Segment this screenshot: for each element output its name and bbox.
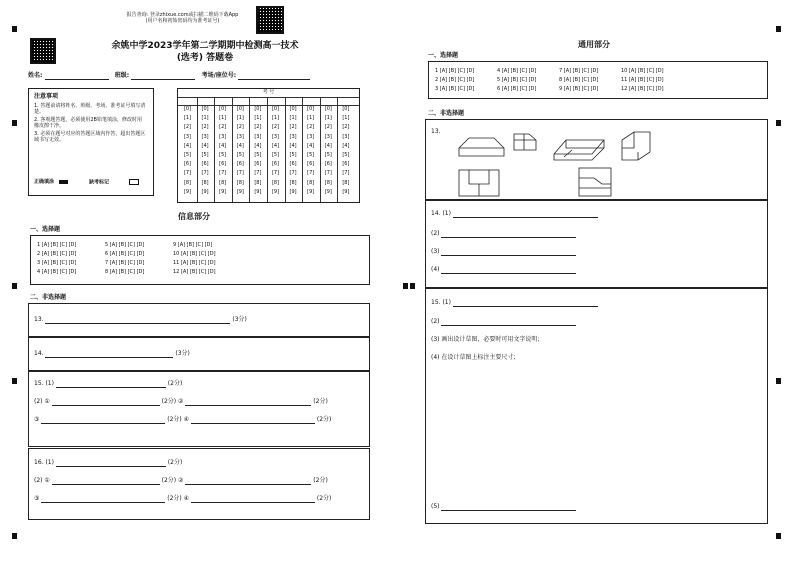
exam-digit-bubble[interactable]: [7]	[236, 170, 244, 177]
exam-digit-bubble[interactable]: [5]	[307, 152, 315, 159]
exam-digit-column	[199, 105, 212, 197]
exam-digit-bubble[interactable]: [6]	[201, 161, 209, 168]
exam-digit-column	[287, 105, 300, 197]
exam-digit-bubble[interactable]: [9]	[236, 188, 244, 195]
exam-digit-bubble[interactable]: [3]	[289, 133, 297, 140]
exam-digit-bubble[interactable]: [1]	[201, 115, 209, 122]
exam-digit-bubble[interactable]: [8]	[254, 179, 262, 186]
q13-answer-line[interactable]	[45, 316, 230, 324]
exam-digit-bubble[interactable]: [8]	[307, 179, 315, 186]
exam-digit-bubble[interactable]: [7]	[324, 170, 332, 177]
exam-digit-bubble[interactable]: [4]	[254, 142, 262, 149]
sketch-area[interactable]	[431, 367, 761, 497]
notice-box	[28, 88, 154, 196]
exam-digit-bubble[interactable]: [1]	[219, 115, 227, 122]
exam-digit-bubble[interactable]: [2]	[271, 124, 280, 131]
room-seat-field[interactable]	[238, 72, 310, 80]
exam-digit-bubble[interactable]: [7]	[307, 170, 315, 177]
grid-divider	[232, 97, 233, 202]
r-q14-box: 14. (1) (2) (3) (4)	[425, 200, 768, 288]
exam-digit-bubble[interactable]: [7]	[201, 170, 209, 177]
exam-digit-bubble[interactable]: [7]	[342, 170, 350, 177]
exam-digit-bubble[interactable]: [1]	[254, 115, 262, 122]
r-q14-1-answer-line[interactable]	[453, 210, 598, 218]
r-q13-box: 13.	[425, 119, 768, 200]
exam-digit-bubble[interactable]: [8]	[201, 179, 209, 186]
mc-row: 3 [A] [B] [C] [D] 7 [A] [B] [C] [D] 11 [A] [B] [C] [D]	[37, 260, 216, 266]
absent-mark-example: 缺考标记	[89, 179, 139, 186]
exam-digit-bubble[interactable]: [9]	[271, 188, 280, 195]
exam-digit-bubble[interactable]: [0]	[219, 106, 227, 112]
exam-digit-bubble[interactable]: [3]	[342, 133, 350, 140]
exam-digit-bubble[interactable]: [5]	[236, 152, 244, 159]
exam-digit-bubble[interactable]: [2]	[342, 124, 350, 131]
exam-digit-bubble[interactable]: [4]	[271, 142, 280, 149]
grid-divider	[197, 97, 198, 202]
exam-digit-bubble[interactable]: [0]	[307, 106, 315, 112]
exam-digit-bubble[interactable]: [3]	[254, 133, 262, 140]
mc-row: 1 [A] [B] [C] [D] 5 [A] [B] [C] [D] 9 [A] [B] [C] [D]	[37, 242, 213, 248]
q16-2-2-answer-line[interactable]	[185, 477, 311, 485]
exam-digit-bubble[interactable]: [6]	[307, 161, 315, 168]
exam-number-label: 考 号	[178, 89, 359, 98]
r-q14-3-answer-line[interactable]	[441, 248, 576, 256]
q15-4-answer-line[interactable]	[191, 416, 315, 424]
exam-digit-bubble[interactable]: [6]	[183, 161, 192, 168]
q13-box: 13. (3分)	[28, 303, 370, 337]
exam-digit-bubble[interactable]: [9]	[324, 188, 332, 195]
exam-digit-bubble[interactable]: [4]	[307, 142, 315, 149]
exam-digit-bubble[interactable]: [0]	[201, 106, 209, 112]
exam-digit-bubble[interactable]: [6]	[289, 161, 297, 168]
r-q14-4-answer-line[interactable]	[441, 266, 576, 274]
q16-2-1-answer-line[interactable]	[52, 477, 160, 485]
q14-box: 14. (3分)	[28, 337, 370, 371]
exam-digit-column	[234, 105, 247, 197]
registration-mark	[776, 26, 781, 32]
absent-mark-box[interactable]	[129, 179, 139, 185]
q16-4-answer-line[interactable]	[191, 495, 315, 503]
exam-digit-bubble[interactable]: [3]	[307, 133, 315, 140]
exam-digit-bubble[interactable]: [8]	[219, 179, 227, 186]
exam-digit-bubble[interactable]: [8]	[236, 179, 244, 186]
grid-divider	[267, 97, 268, 202]
exam-digit-bubble[interactable]: [1]	[289, 115, 297, 122]
exam-digit-bubble[interactable]: [2]	[236, 124, 244, 131]
exam-number-grid	[177, 88, 360, 203]
grid-divider	[285, 97, 286, 202]
notice-title: 注意事项	[34, 93, 59, 100]
exam-digit-bubble[interactable]: [0]	[289, 106, 297, 112]
q15-2-1-answer-line[interactable]	[52, 398, 160, 406]
q16-1-answer-line[interactable]	[56, 459, 166, 467]
q15-3-answer-line[interactable]	[41, 416, 165, 424]
exam-digit-bubble[interactable]: [7]	[271, 170, 280, 177]
section-general-title: 通用部分	[578, 40, 610, 49]
mc-row: 2 [A] [B] [C] [D] 5 [A] [B] [C] [D] 8 [A] [B] [C] [D] 11 [A] [B] [C] [D]	[435, 77, 664, 83]
exam-digit-bubble[interactable]: [4]	[236, 142, 244, 149]
exam-digit-bubble[interactable]: [7]	[254, 170, 262, 177]
mc-row: 2 [A] [B] [C] [D] 6 [A] [B] [C] [D] 10 [A] [B] [C] [D]	[37, 251, 216, 257]
exam-digit-bubble[interactable]: [9]	[307, 188, 315, 195]
exam-digit-bubble[interactable]: [3]	[271, 133, 280, 140]
exam-digit-bubble[interactable]: [8]	[342, 179, 350, 186]
exam-digit-bubble[interactable]: [2]	[201, 124, 209, 131]
left-mc-title: 一、选择题	[30, 226, 61, 233]
exam-digit-bubble[interactable]: [5]	[201, 152, 209, 159]
r-q15-box: 15. (1) (2) (3) 画出设计草图，必要时可用文字说明; (4) 在设计草图上标注主要尺寸; (5)	[425, 288, 768, 524]
registration-mark	[12, 378, 17, 384]
exam-digit-column	[269, 105, 282, 197]
exam-digit-bubble[interactable]: [2]	[219, 124, 227, 131]
exam-digit-bubble[interactable]: [0]	[254, 106, 262, 112]
name-field[interactable]	[45, 72, 109, 80]
exam-digit-bubble[interactable]: [6]	[342, 161, 350, 168]
exam-digit-bubble[interactable]: [4]	[183, 142, 192, 149]
left-nc-title: 二、非选择题	[30, 294, 67, 301]
exam-digit-bubble[interactable]: [3]	[324, 133, 332, 140]
grid-divider	[320, 97, 321, 202]
exam-digit-bubble[interactable]: [5]	[289, 152, 297, 159]
exam-digit-bubble[interactable]: [9]	[219, 188, 227, 195]
exam-digit-bubble[interactable]: [0]	[183, 106, 192, 112]
exam-digit-bubble[interactable]: [4]	[289, 142, 297, 149]
class-field[interactable]	[131, 72, 195, 80]
exam-digit-bubble[interactable]: [8]	[324, 179, 332, 186]
exam-digit-column	[251, 105, 264, 197]
exam-digit-bubble[interactable]: [8]	[289, 179, 297, 186]
exam-digit-bubble[interactable]: [3]	[201, 133, 209, 140]
registration-mark	[776, 378, 781, 384]
r-q15-1-answer-line[interactable]	[453, 299, 598, 307]
q14-answer-line[interactable]	[45, 350, 173, 358]
exam-digit-bubble[interactable]: [5]	[324, 152, 332, 159]
q15-box: 15. (1) (2分) (2) ① (2分) ② (2分) ③ (2分) ④ (2分)	[28, 371, 370, 447]
q15-2-2-answer-line[interactable]	[185, 398, 311, 406]
r-q15-5-answer-line[interactable]	[441, 503, 576, 511]
exam-digit-bubble[interactable]: [3]	[236, 133, 244, 140]
exam-digit-bubble[interactable]: [9]	[342, 188, 350, 195]
registration-mark	[403, 283, 408, 289]
exam-digit-bubble[interactable]: [9]	[289, 188, 297, 195]
registration-mark	[12, 120, 17, 126]
notice-list: 1. 答题前请将姓名、班级、考场、准考证号填写清楚。 2. 客观题答题，必须使用2B铅笔填涂，修改时用橡皮擦干净。 3. 必须在题号对应的答题区域内作答，超出答题区域书写无效。	[34, 103, 146, 143]
exam-digit-bubble[interactable]: [1]	[236, 115, 244, 122]
exam-digit-bubble[interactable]: [7]	[183, 170, 192, 177]
exam-digit-bubble[interactable]: [9]	[183, 188, 192, 195]
exam-digit-bubble[interactable]: [4]	[324, 142, 332, 149]
exam-digit-bubble[interactable]: [6]	[254, 161, 262, 168]
exam-digit-bubble[interactable]: [1]	[342, 115, 350, 122]
download-qr-code	[256, 6, 284, 34]
right-mc-title: 一、选择题	[428, 52, 459, 59]
q16-3-answer-line[interactable]	[41, 495, 165, 503]
exam-digit-bubble[interactable]: [8]	[183, 179, 192, 186]
exam-digit-bubble[interactable]: [3]	[219, 133, 227, 140]
registration-mark	[410, 283, 415, 289]
exam-digit-bubble[interactable]: [5]	[219, 152, 227, 159]
exam-digit-bubble[interactable]: [8]	[271, 179, 280, 186]
exam-digit-bubble[interactable]: [4]	[219, 142, 227, 149]
student-qr-code	[30, 38, 56, 64]
registration-mark	[776, 533, 781, 539]
exam-digit-bubble[interactable]: [1]	[307, 115, 315, 122]
exam-digit-bubble[interactable]: [6]	[271, 161, 280, 168]
exam-digit-bubble[interactable]: [7]	[219, 170, 227, 177]
exam-digit-bubble[interactable]: [1]	[271, 115, 280, 122]
r-q15-2-answer-line[interactable]	[441, 318, 576, 326]
exam-digit-bubble[interactable]: [5]	[254, 152, 262, 159]
exam-digit-bubble[interactable]: [5]	[271, 152, 280, 159]
report-note: 报告查询: 登录zhixue.com或扫描二维码下载App (用户名和初始密码均为准考证号)	[126, 12, 239, 24]
exam-digit-bubble[interactable]: [4]	[201, 142, 209, 149]
exam-digit-bubble[interactable]: [2]	[254, 124, 262, 131]
exam-digit-bubble[interactable]: [6]	[236, 161, 244, 168]
mc-row: 4 [A] [B] [C] [D] 8 [A] [B] [C] [D] 12 [A] [B] [C] [D]	[37, 269, 216, 275]
exam-digit-bubble[interactable]: [4]	[342, 142, 350, 149]
right-mc-rows	[435, 67, 671, 94]
exam-digit-bubble[interactable]: [0]	[342, 106, 350, 112]
q13-three-view-figures	[454, 122, 784, 200]
exam-digit-bubble[interactable]: [3]	[183, 133, 192, 140]
exam-digit-column	[322, 105, 335, 197]
q16-box: 16. (1) (2分) (2) ① (2分) ② (2分) ③ (2分) ④ (2分)	[28, 448, 370, 520]
exam-digit-bubble[interactable]: [6]	[324, 161, 332, 168]
registration-mark	[12, 26, 17, 32]
registration-mark	[12, 283, 17, 289]
grid-divider	[214, 97, 215, 202]
right-nc-title: 二、非选择题	[428, 110, 465, 117]
mc-row: 1 [A] [B] [C] [D] 4 [A] [B] [C] [D] 7 [A] [B] [C] [D] 10 [A] [B] [C] [D]	[435, 68, 664, 74]
exam-digit-bubble[interactable]: [9]	[201, 188, 209, 195]
exam-digit-bubble[interactable]: [2]	[183, 124, 192, 131]
exam-digit-bubble[interactable]: [5]	[183, 152, 192, 159]
exam-digit-column	[304, 105, 317, 197]
exam-digit-bubble[interactable]: [2]	[307, 124, 315, 131]
exam-digit-column	[181, 105, 194, 197]
exam-digit-bubble[interactable]: [1]	[324, 115, 332, 122]
exam-digit-bubble[interactable]: [7]	[289, 170, 297, 177]
exam-digit-bubble[interactable]: [0]	[236, 106, 244, 112]
exam-digit-bubble[interactable]: [0]	[324, 106, 332, 112]
left-mc-rows	[37, 241, 223, 277]
exam-digit-bubble[interactable]: [6]	[219, 161, 227, 168]
r-q14-2-answer-line[interactable]	[441, 230, 576, 238]
paper-title: 余姚中学2023学年第二学期期中检测高一技术 (选考) 答题卷	[111, 41, 299, 63]
student-info-row: 姓名: 班级: 考场/座位号:	[28, 72, 368, 80]
registration-mark	[12, 533, 17, 539]
exam-digit-bubble[interactable]: [2]	[289, 124, 297, 131]
fill-example-correct: 正确填涂	[34, 179, 68, 185]
exam-digit-column	[339, 105, 352, 197]
left-mc-box	[30, 235, 370, 285]
exam-digit-bubble[interactable]: [5]	[342, 152, 350, 159]
section-info-title: 信息部分	[178, 212, 210, 221]
exam-digit-bubble[interactable]: [0]	[271, 106, 280, 112]
grid-divider	[302, 97, 303, 202]
grid-divider	[337, 97, 338, 202]
exam-digit-bubble[interactable]: [9]	[254, 188, 262, 195]
q15-1-answer-line[interactable]	[56, 380, 166, 388]
exam-digit-bubble[interactable]: [2]	[324, 124, 332, 131]
mc-row: 3 [A] [B] [C] [D] 6 [A] [B] [C] [D] 9 [A] [B] [C] [D] 12 [A] [B] [C] [D]	[435, 86, 664, 92]
exam-digit-bubble[interactable]: [1]	[183, 115, 192, 122]
right-mc-box	[428, 61, 768, 99]
exam-digit-column	[216, 105, 229, 197]
grid-divider	[249, 97, 250, 202]
